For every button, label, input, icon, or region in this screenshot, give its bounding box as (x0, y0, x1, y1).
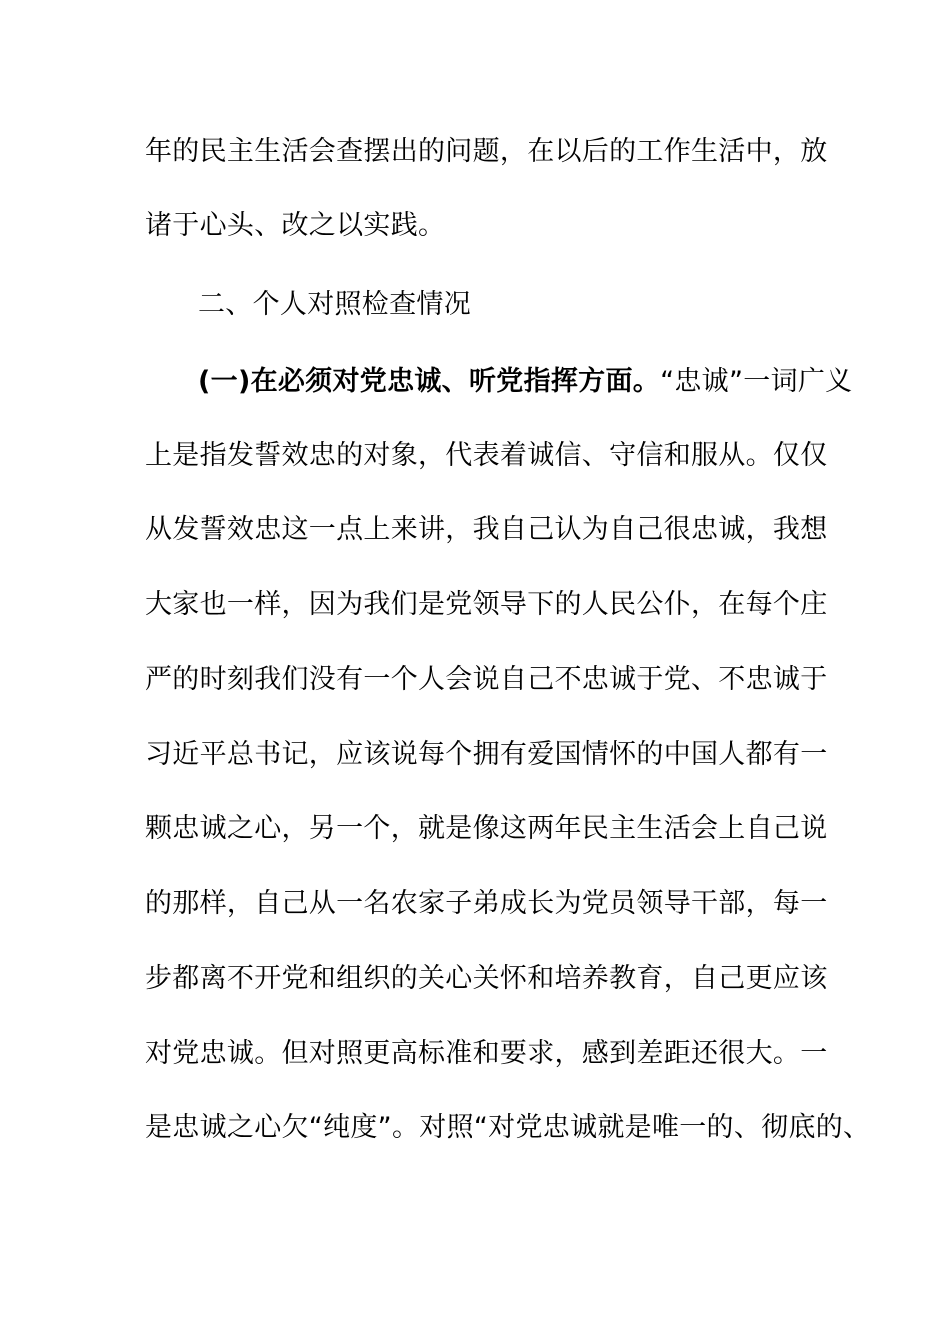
subsection-line (198, 364, 898, 400)
paragraph-line: 上是指发誓效忠的对象，代表着诚信、守信和服从。仅仅 (145, 440, 828, 471)
paragraph-line: 年的民主生活会查摆出的问题，在以后的工作生活中，放 (145, 136, 828, 167)
paragraph-line: 的那样，自己从一名农家子弟成长为党员领导干部，每一 (145, 888, 828, 919)
paragraph-line: 颗忠诚之心，另一个，就是像这两年民主生活会上自己说 (145, 813, 828, 844)
paragraph-line: 严的时刻我们没有一个人会说自己不忠诚于党、不忠诚于 (145, 664, 828, 695)
paragraph-line: 对党忠诚。但对照更高标准和要求，感到差距还很大。一 (145, 1038, 828, 1069)
section-heading: 二、个人对照检查情况 (198, 289, 471, 320)
paragraph-line: 诸于心头、改之以实践。 (145, 210, 446, 241)
paragraph-line: 大家也一样，因为我们是党领导下的人民公仆，在每个庄 (145, 589, 828, 620)
paragraph-line: 是忠诚之心欠“纯度”。对照“对党忠诚就是唯一的、彻底的、 (145, 1112, 871, 1143)
paragraph-text: “忠诚”一词广义 (660, 366, 853, 397)
paragraph-line: 习近平总书记，应该说每个拥有爱国情怀的中国人都有一 (145, 739, 828, 770)
subsection-heading: (一)在必须对党忠诚、听党指挥方面。 (198, 366, 661, 397)
paragraph-line: 步都离不开党和组织的关心关怀和培养教育，自己更应该 (145, 963, 828, 994)
paragraph-line: 从发誓效忠这一点上来讲，我自己认为自己很忠诚，我想 (145, 514, 828, 545)
